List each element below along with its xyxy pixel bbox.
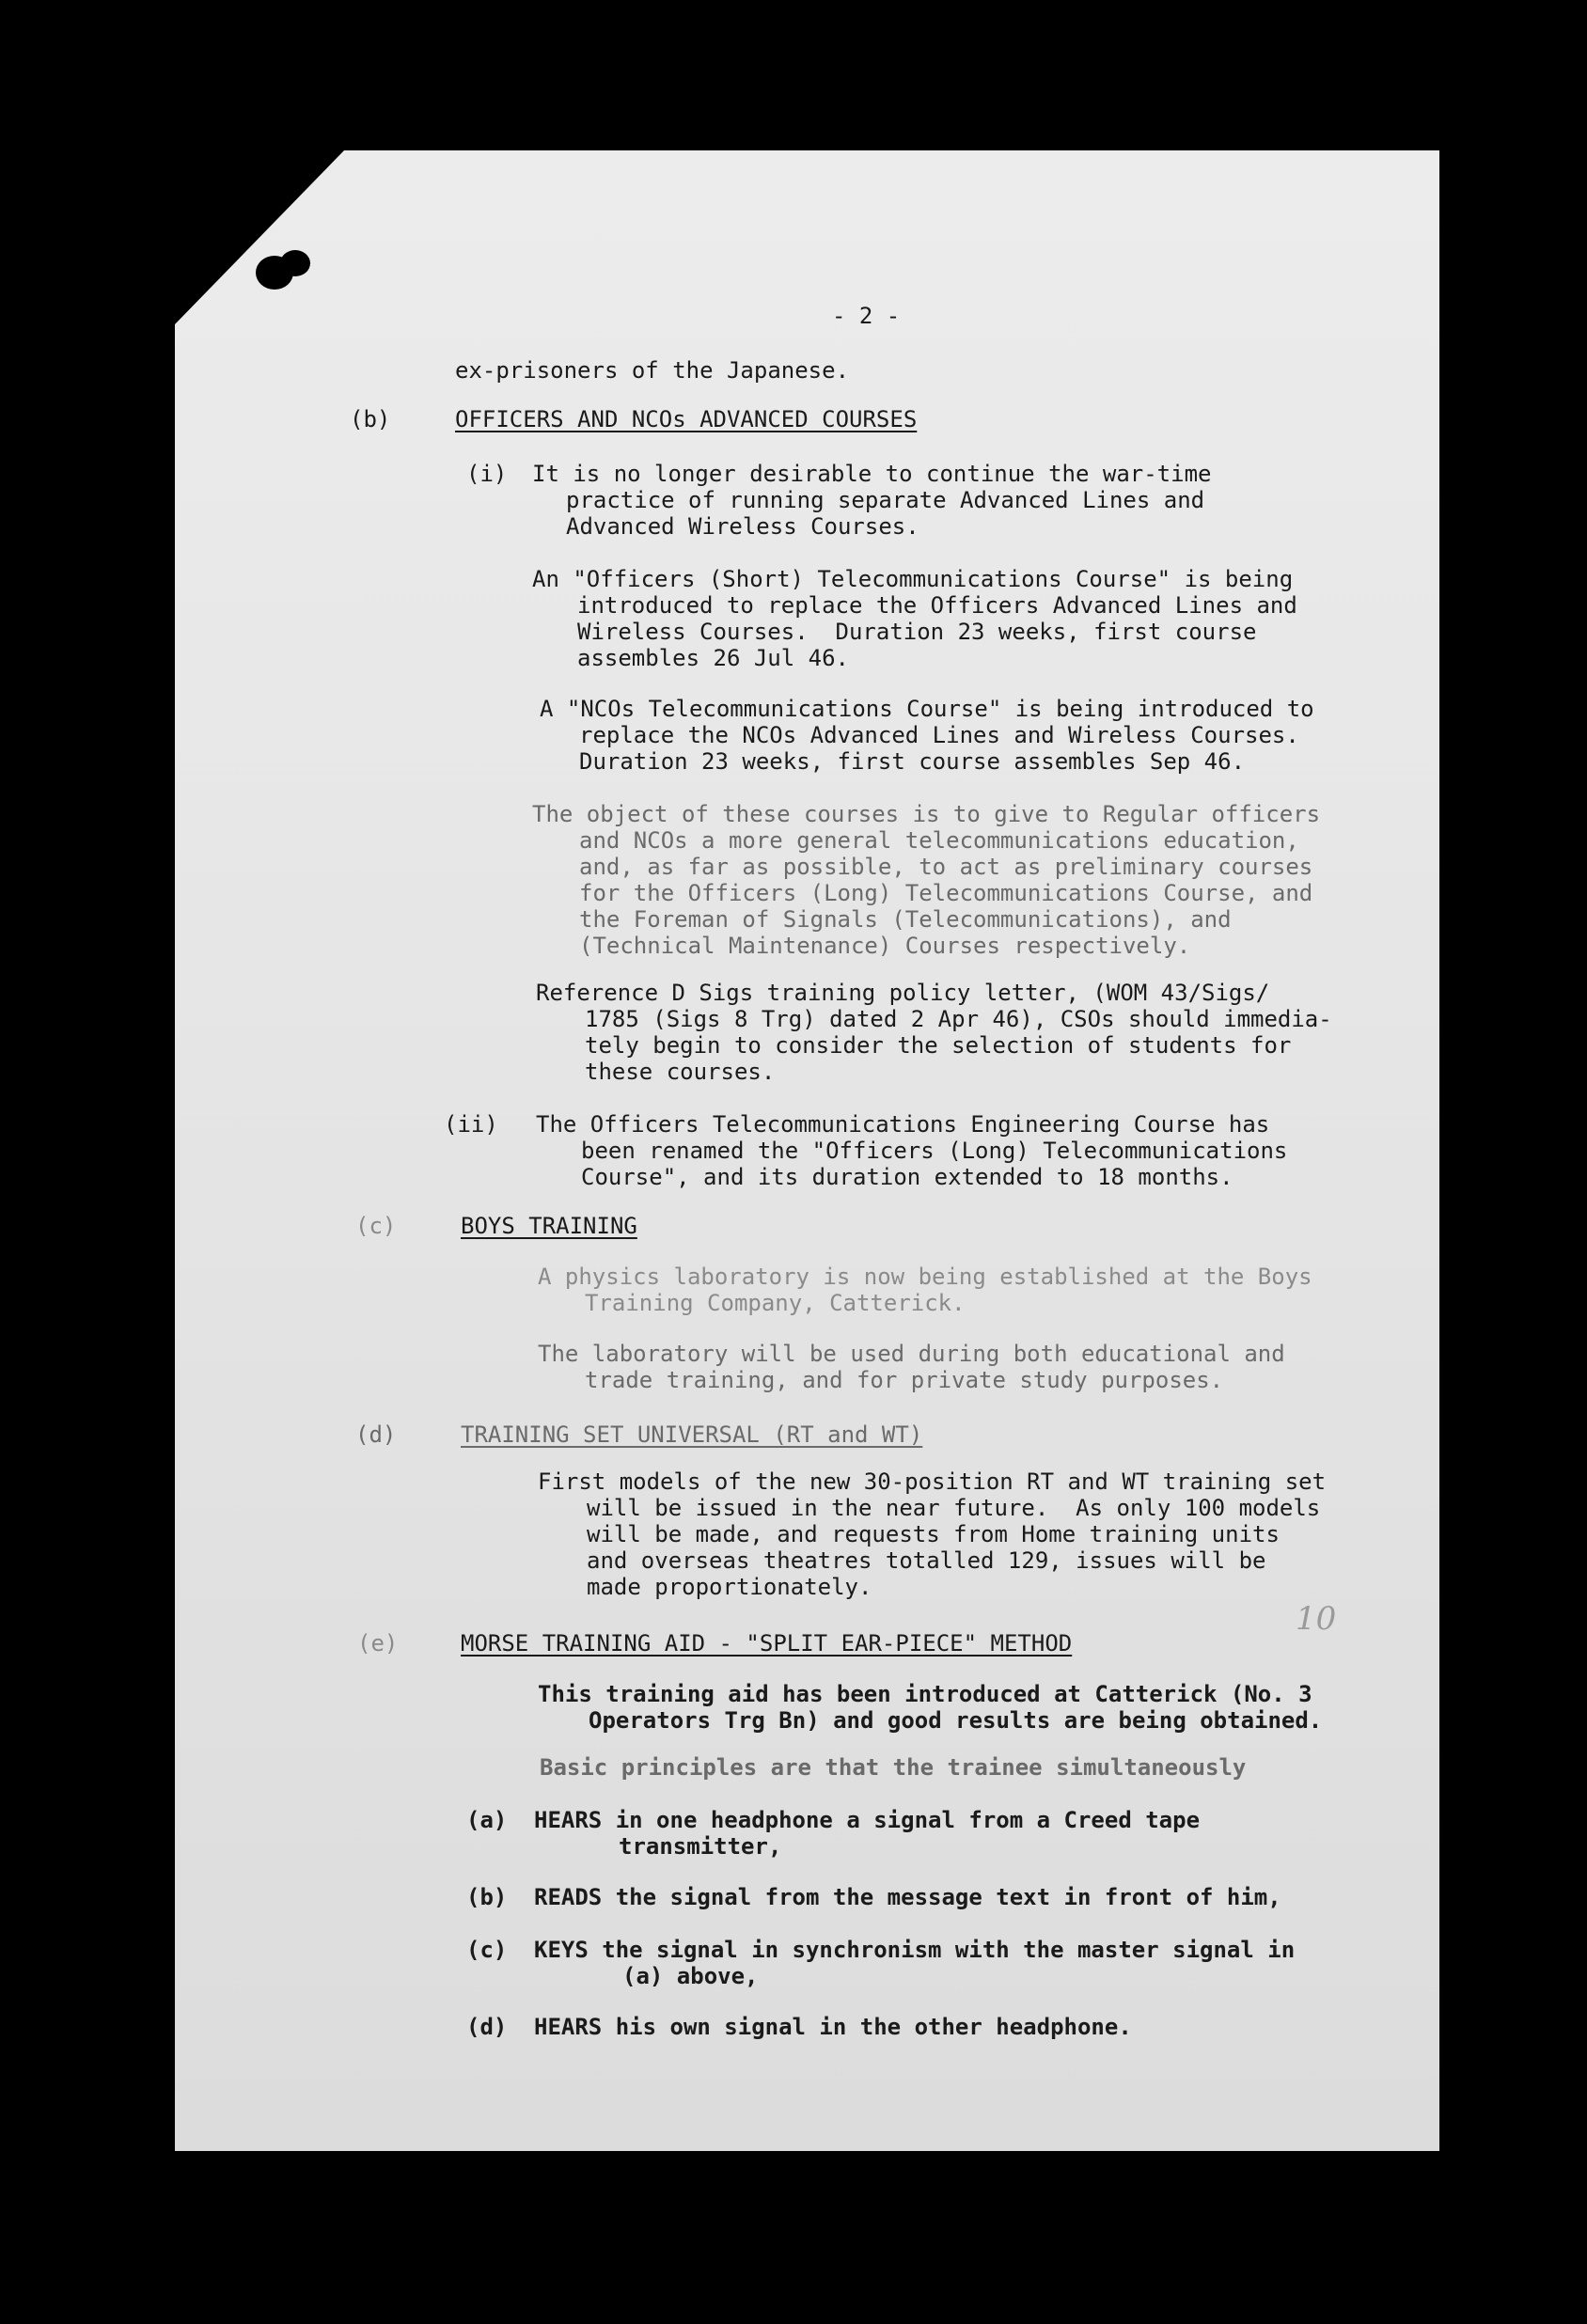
reference-line-2: 1785 (Sigs 8 Trg) dated 2 Apr 46), CSOs should immedia-: [585, 1006, 1332, 1032]
sub-ii-line-2: been renamed the "Officers (Long) Telecommunications: [581, 1138, 1288, 1164]
sub-ii-line-3: Course", and its duration extended to 18 months.: [581, 1164, 1233, 1190]
section-b-label: (b): [350, 406, 391, 432]
section-e-label: (e): [357, 1630, 399, 1657]
training-set-line-3: will be made, and requests from Home training units: [587, 1521, 1280, 1547]
item-a-label: (a): [466, 1807, 508, 1833]
sub-ii-label: (ii): [444, 1111, 498, 1138]
sub-i-line-2: practice of running separate Advanced Lines and: [566, 487, 1205, 513]
reference-line-4: these courses.: [585, 1059, 776, 1085]
object-line-6: (Technical Maintenance) Courses respectively.: [579, 933, 1191, 959]
section-c-heading: BOYS TRAINING: [461, 1213, 637, 1239]
officers-line-4: assembles 26 Jul 46.: [577, 645, 849, 671]
section-d-heading: TRAINING SET UNIVERSAL (RT and WT): [461, 1421, 923, 1448]
item-c-line-2: (a) above,: [622, 1963, 759, 1989]
section-c-label: (c): [355, 1213, 397, 1239]
item-c-label: (c): [466, 1937, 508, 1963]
boys-p2-line-2: trade training, and for private study purposes.: [585, 1367, 1224, 1393]
ncos-line-3: Duration 23 weeks, first course assembles Sep 46.: [579, 748, 1246, 775]
item-b-label: (b): [466, 1884, 508, 1910]
boys-p1-line-1: A physics laboratory is now being established at the Boys: [538, 1264, 1312, 1290]
object-line-2: and NCOs a more general telecommunications education,: [579, 827, 1299, 854]
section-e-heading: MORSE TRAINING AID - "SPLIT EAR-PIECE" METHOD: [461, 1630, 1073, 1657]
morse-p2: Basic principles are that the trainee simultaneously: [540, 1754, 1247, 1781]
training-set-line-5: made proportionately.: [587, 1574, 872, 1600]
reference-line-3: tely begin to consider the selection of students for: [585, 1032, 1292, 1059]
item-c-line-1: KEYS the signal in synchronism with the master signal in: [534, 1937, 1296, 1963]
sub-ii-line-1: The Officers Telecommunications Engineering Course has: [536, 1111, 1270, 1138]
officers-line-2: introduced to replace the Officers Advanced Lines and: [577, 592, 1297, 619]
officers-line-3: Wireless Courses. Duration 23 weeks, first course: [577, 619, 1257, 645]
object-line-5: the Foreman of Signals (Telecommunications), and: [579, 906, 1232, 933]
object-line-3: and, as far as possible, to act as preliminary courses: [579, 854, 1313, 880]
sub-i-line-1: It is no longer desirable to continue the war-time: [532, 461, 1212, 487]
sub-i-label: (i): [466, 461, 508, 487]
page-number: - 2 -: [832, 303, 901, 329]
morse-p1-line-2: Operators Trg Bn) and good results are being obtained.: [589, 1707, 1323, 1734]
ncos-line-1: A "NCOs Telecommunications Course" is being introduced to: [540, 696, 1314, 722]
officers-line-1: An "Officers (Short) Telecommunications Course" is being: [532, 566, 1294, 592]
ncos-line-2: replace the NCOs Advanced Lines and Wireless Courses.: [579, 722, 1299, 748]
intro-line: ex-prisoners of the Japanese.: [455, 357, 850, 384]
object-line-1: The object of these courses is to give to Regular officers: [532, 801, 1321, 827]
training-set-line-2: will be issued in the near future. As only 100 models: [587, 1495, 1321, 1521]
item-a-line-2: transmitter,: [619, 1833, 782, 1860]
pencil-note: 10: [1296, 1600, 1337, 1638]
section-d-label: (d): [355, 1421, 397, 1448]
item-d-label: (d): [466, 2014, 508, 2040]
item-b-line-1: READS the signal from the message text in front of him,: [534, 1884, 1281, 1910]
section-b-heading: OFFICERS AND NCOs ADVANCED COURSES: [455, 406, 918, 432]
boys-p2-line-1: The laboratory will be used during both educational and: [538, 1341, 1285, 1367]
training-set-line-4: and overseas theatres totalled 129, issues will be: [587, 1547, 1266, 1574]
reference-line-1: Reference D Sigs training policy letter, (WOM 43/Sigs/: [536, 980, 1270, 1006]
item-d-line-1: HEARS his own signal in the other headphone.: [534, 2014, 1132, 2040]
item-a-line-1: HEARS in one headphone a signal from a Creed tape: [534, 1807, 1201, 1833]
training-set-line-1: First models of the new 30-position RT and WT training set: [538, 1468, 1327, 1495]
object-line-4: for the Officers (Long) Telecommunications Course, and: [579, 880, 1313, 906]
boys-p1-line-2: Training Company, Catterick.: [585, 1290, 966, 1316]
sub-i-line-3: Advanced Wireless Courses.: [566, 513, 919, 540]
morse-p1-line-1: This training aid has been introduced at Catterick (No. 3: [538, 1681, 1312, 1707]
